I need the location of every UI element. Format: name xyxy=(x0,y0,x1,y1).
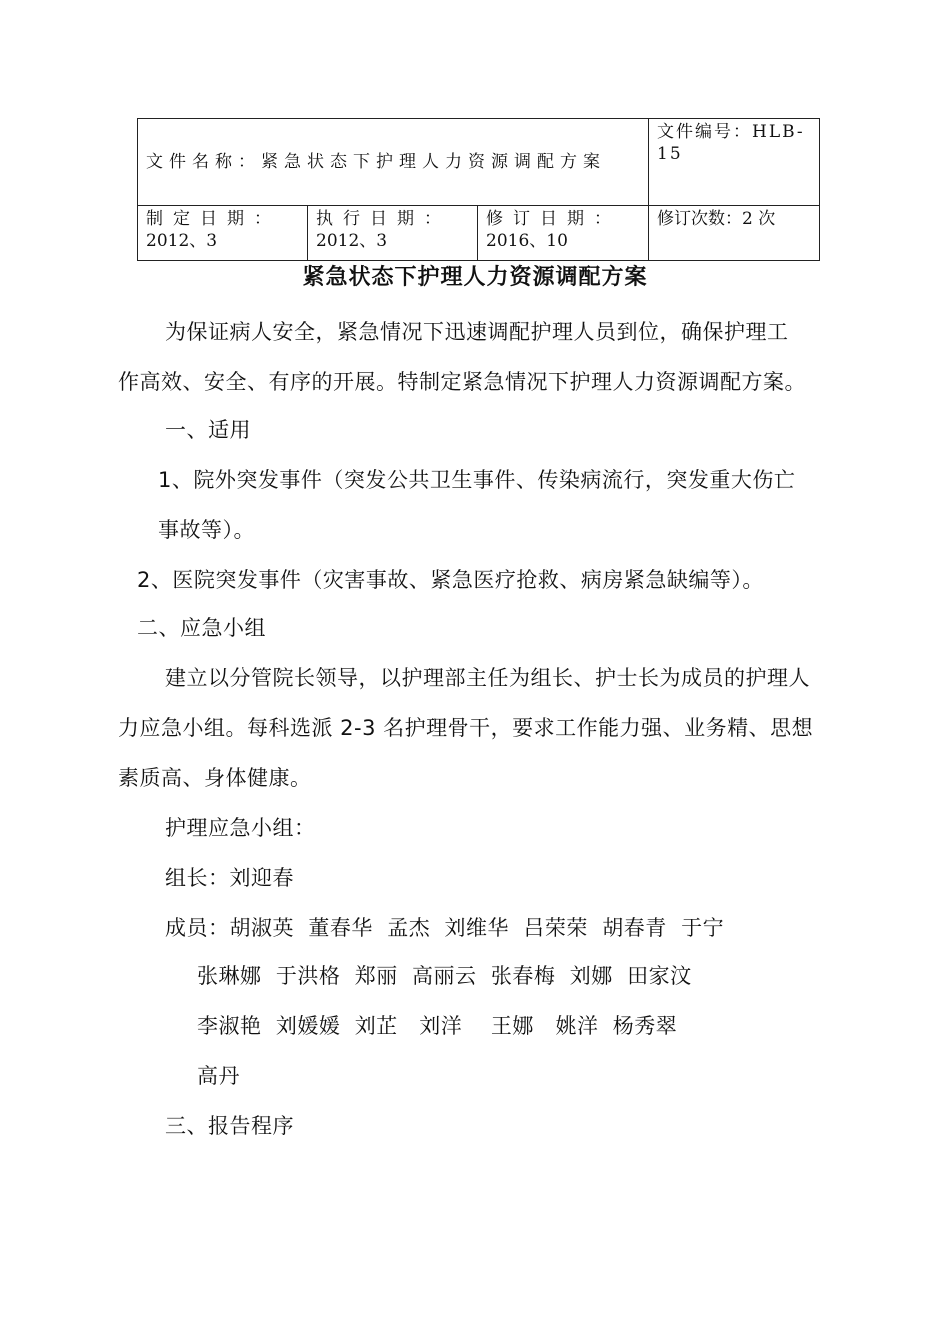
file-name-cell xyxy=(138,119,649,206)
section1-item1-line1: 1、院外突发事件（突发公共卫生事件、传染病流行，突发重大伤亡 xyxy=(158,468,796,492)
section2-para-line3: 素质高、身体健康。 xyxy=(118,766,312,790)
intro-line-2: 作高效、安全、有序的开展。特制定紧急情况下护理人力资源调配方案。 xyxy=(118,370,806,394)
section1-item1-line2: 事故等）。 xyxy=(158,518,255,542)
members-line-2: 张琳娜 于洪格 郑丽 高丽云 张春梅 刘娜 田家汶 xyxy=(197,964,692,988)
section1-item2: 2、医院突发事件（灾害事故、紧急医疗抢救、病房紧急缺编等）。 xyxy=(137,568,764,592)
members-line-1: 成员：胡淑英 董春华 孟杰 刘维华 吕荣荣 胡春青 于宁 xyxy=(165,916,725,940)
made-date-value: 2012、3 xyxy=(146,231,218,251)
document-title: 紧急状态下护理人力资源调配方案 xyxy=(302,265,648,290)
group-label: 护理应急小组： xyxy=(165,816,316,840)
file-name: 文件名称：紧急状态下护理人力资源调配方案 xyxy=(146,152,606,172)
section2-para-line1: 建立以分管院长领导，以护理部主任为组长、护士长为成员的护理人 xyxy=(165,666,810,690)
section2-para-line2: 力应急小组。每科选派 2-3 名护理骨干，要求工作能力强、业务精、思想 xyxy=(118,716,814,740)
rev-date-cell xyxy=(478,206,649,261)
exec-date-cell xyxy=(308,206,478,261)
made-date-label: 制定日期： xyxy=(146,209,281,229)
file-code: 文件编号：HLB-15 xyxy=(657,122,805,164)
file-code-cell xyxy=(649,119,820,206)
section1-heading: 一、适用 xyxy=(165,418,251,442)
rev-date-value: 2016、10 xyxy=(486,231,568,251)
section2-heading: 二、应急小组 xyxy=(137,616,266,640)
members-line-3: 李淑艳 刘媛媛 刘芷 刘洋 王娜 姚洋 杨秀翠 xyxy=(197,1014,678,1038)
section3-heading: 三、报告程序 xyxy=(165,1114,294,1138)
exec-date-label: 执行日期： xyxy=(316,209,451,229)
intro-line-1: 为保证病人安全，紧急情况下迅速调配护理人员到位，确保护理工 xyxy=(165,320,789,344)
group-leader: 组长：刘迎春 xyxy=(165,866,294,890)
rev-date-label: 修订日期： xyxy=(486,209,621,229)
members-line-4: 高丹 xyxy=(197,1064,240,1088)
made-date-cell xyxy=(138,206,308,261)
rev-count-cell xyxy=(649,206,820,261)
exec-date-value: 2012、3 xyxy=(316,231,388,251)
document-header-table xyxy=(137,118,820,261)
rev-count: 修订次数：2 次 xyxy=(657,209,776,229)
